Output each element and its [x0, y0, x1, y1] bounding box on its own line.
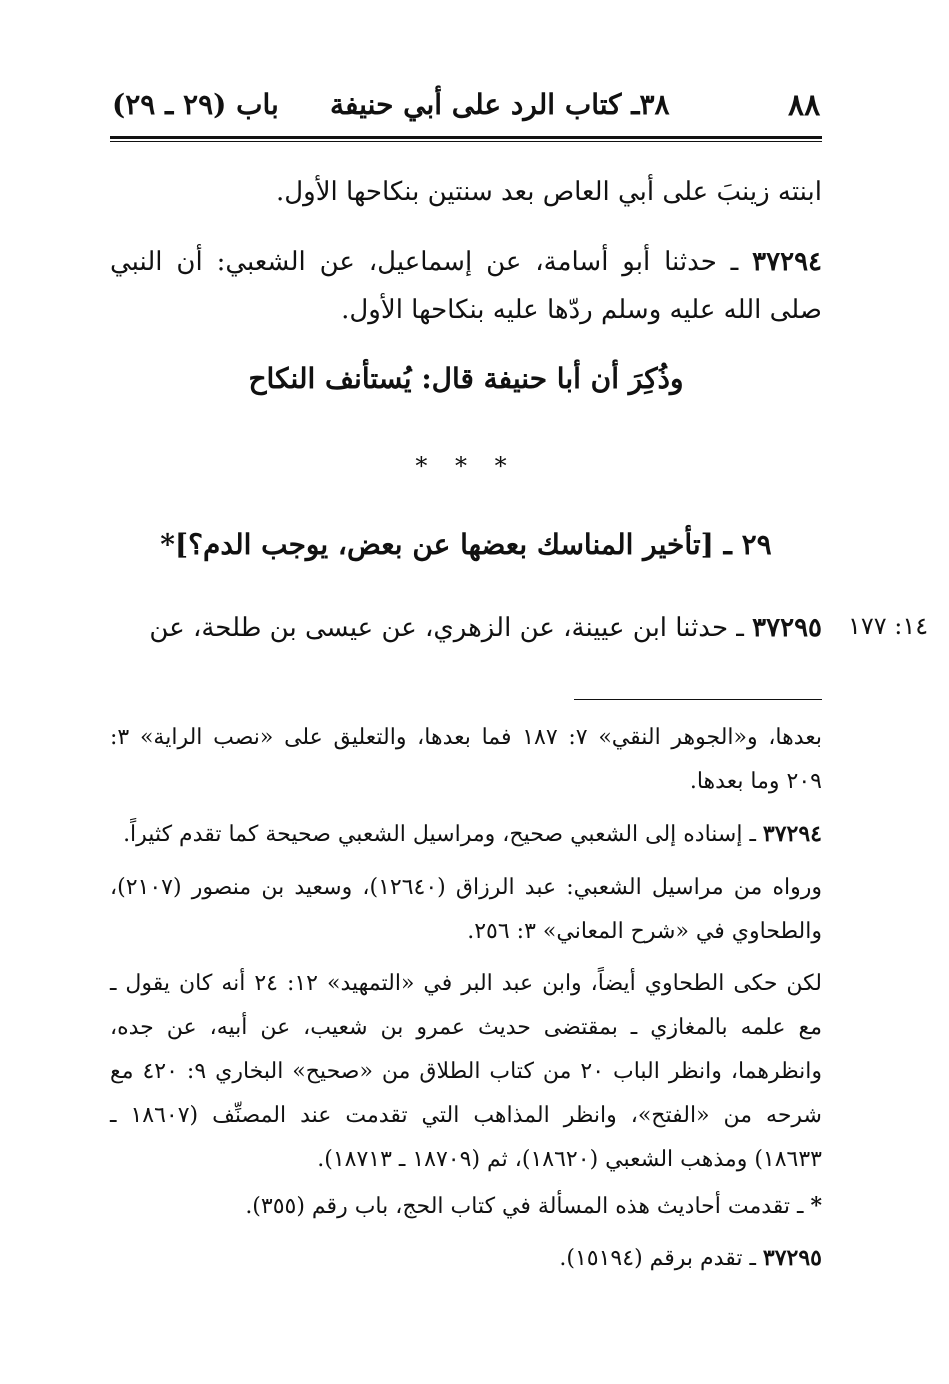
footnote-5 — [110, 1184, 822, 1229]
footnote-4: لكن حكى الطحاوي أيضاً، وابن عبد البر في «التمهيد» ١٢: ٢٤ أنه كان يقول ـ مع علمه بالمغازي ـ بمقتضى حديث عمرو بن شعيب، عن أبيه، عن جده، وانظرهما، وانظر الباب ٢٠ من كتاب الطلاق من «صحيح» البخاري ٩: ٤٢٠ مع شرحه من «الفتح»، وانظر المذاهب التي تقدمت عند المصنِّف (١٨٦٠٧ ـ ١٨٦٣٣) ومذهب الشعبي (١٨٦٢٠)، ثم (١٨٧٠٩ ـ ١٨٧١٣). — [110, 971, 823, 1172]
margin-reference: ١٤: ١٧٧ — [848, 612, 929, 640]
statement-heading: وذُكِرَ أن أبا حنيفة قال: يُستأنف النكاح — [248, 362, 684, 395]
page-number: ٨٨ — [788, 88, 821, 123]
footnote-marker: * — [810, 1193, 822, 1219]
footnote-6 — [110, 1236, 822, 1281]
hadith-37295 — [110, 604, 822, 652]
footnote-number: ٣٧٢٩٤ — [762, 821, 822, 847]
hadith-text: ـ حدثنا ابن عيينة، عن الزهري، عن عيسى بن طلحة، عن — [149, 613, 753, 643]
footnote-text: ـ تقدمت أحاديث هذه المسألة في كتاب الحج، باب رقم (٣٥٥). — [245, 1194, 811, 1219]
continuation-text: ابنته زينبَ على أبي العاص بعد سنتين بنكاحها الأول. — [276, 177, 822, 207]
footnote-text: ـ إسناده إلى الشعبي صحيح، ومراسيل الشعبي صحيحة كما تقدم كثيراً. — [123, 822, 763, 847]
footnote-3: ورواه من مراسيل الشعبي: عبد الرزاق (١٢٦٤٠)، وسعيد بن منصور (٢١٠٧)، والطحاوي في «شرح المعاني» ٣: ٢٥٦. — [110, 875, 822, 944]
header-rule-thin — [110, 141, 822, 142]
footnote-rule — [574, 699, 822, 700]
hadith-number: ٣٧٢٩٤ — [752, 247, 822, 277]
header-rule — [110, 136, 822, 139]
footnote-number: ٣٧٢٩٥ — [762, 1245, 822, 1271]
section-separator: * * * — [415, 452, 517, 480]
hadith-37294 — [110, 238, 822, 334]
footnote-2 — [110, 812, 822, 857]
section-heading: ٢٩ ـ [تأخير المناسك بعضها عن بعض، يوجب الدم؟]* — [160, 528, 772, 561]
hadith-text: ـ حدثنا أبو أسامة، عن إسماعيل، عن الشعبي: أن النبي صلى الله عليه وسلم ردّها عليه بنكاحها الأول. — [110, 247, 822, 325]
footnote-1: بعدها، و«الجوهر النقي» ٧: ١٨٧ فما بعدها، والتعليق على «نصب الراية» ٣: ٢٠٩ وما بعدها. — [110, 725, 823, 794]
footnote-text: ـ تقدم برقم (١٥١٩٤). — [559, 1246, 763, 1271]
hadith-number: ٣٧٢٩٥ — [752, 613, 822, 643]
running-title: ٣٨ـ كتاب الرد على أبي حنيفة — [330, 88, 670, 121]
chapter-range: باب (٢٩ ـ ٢٩) — [112, 88, 279, 121]
